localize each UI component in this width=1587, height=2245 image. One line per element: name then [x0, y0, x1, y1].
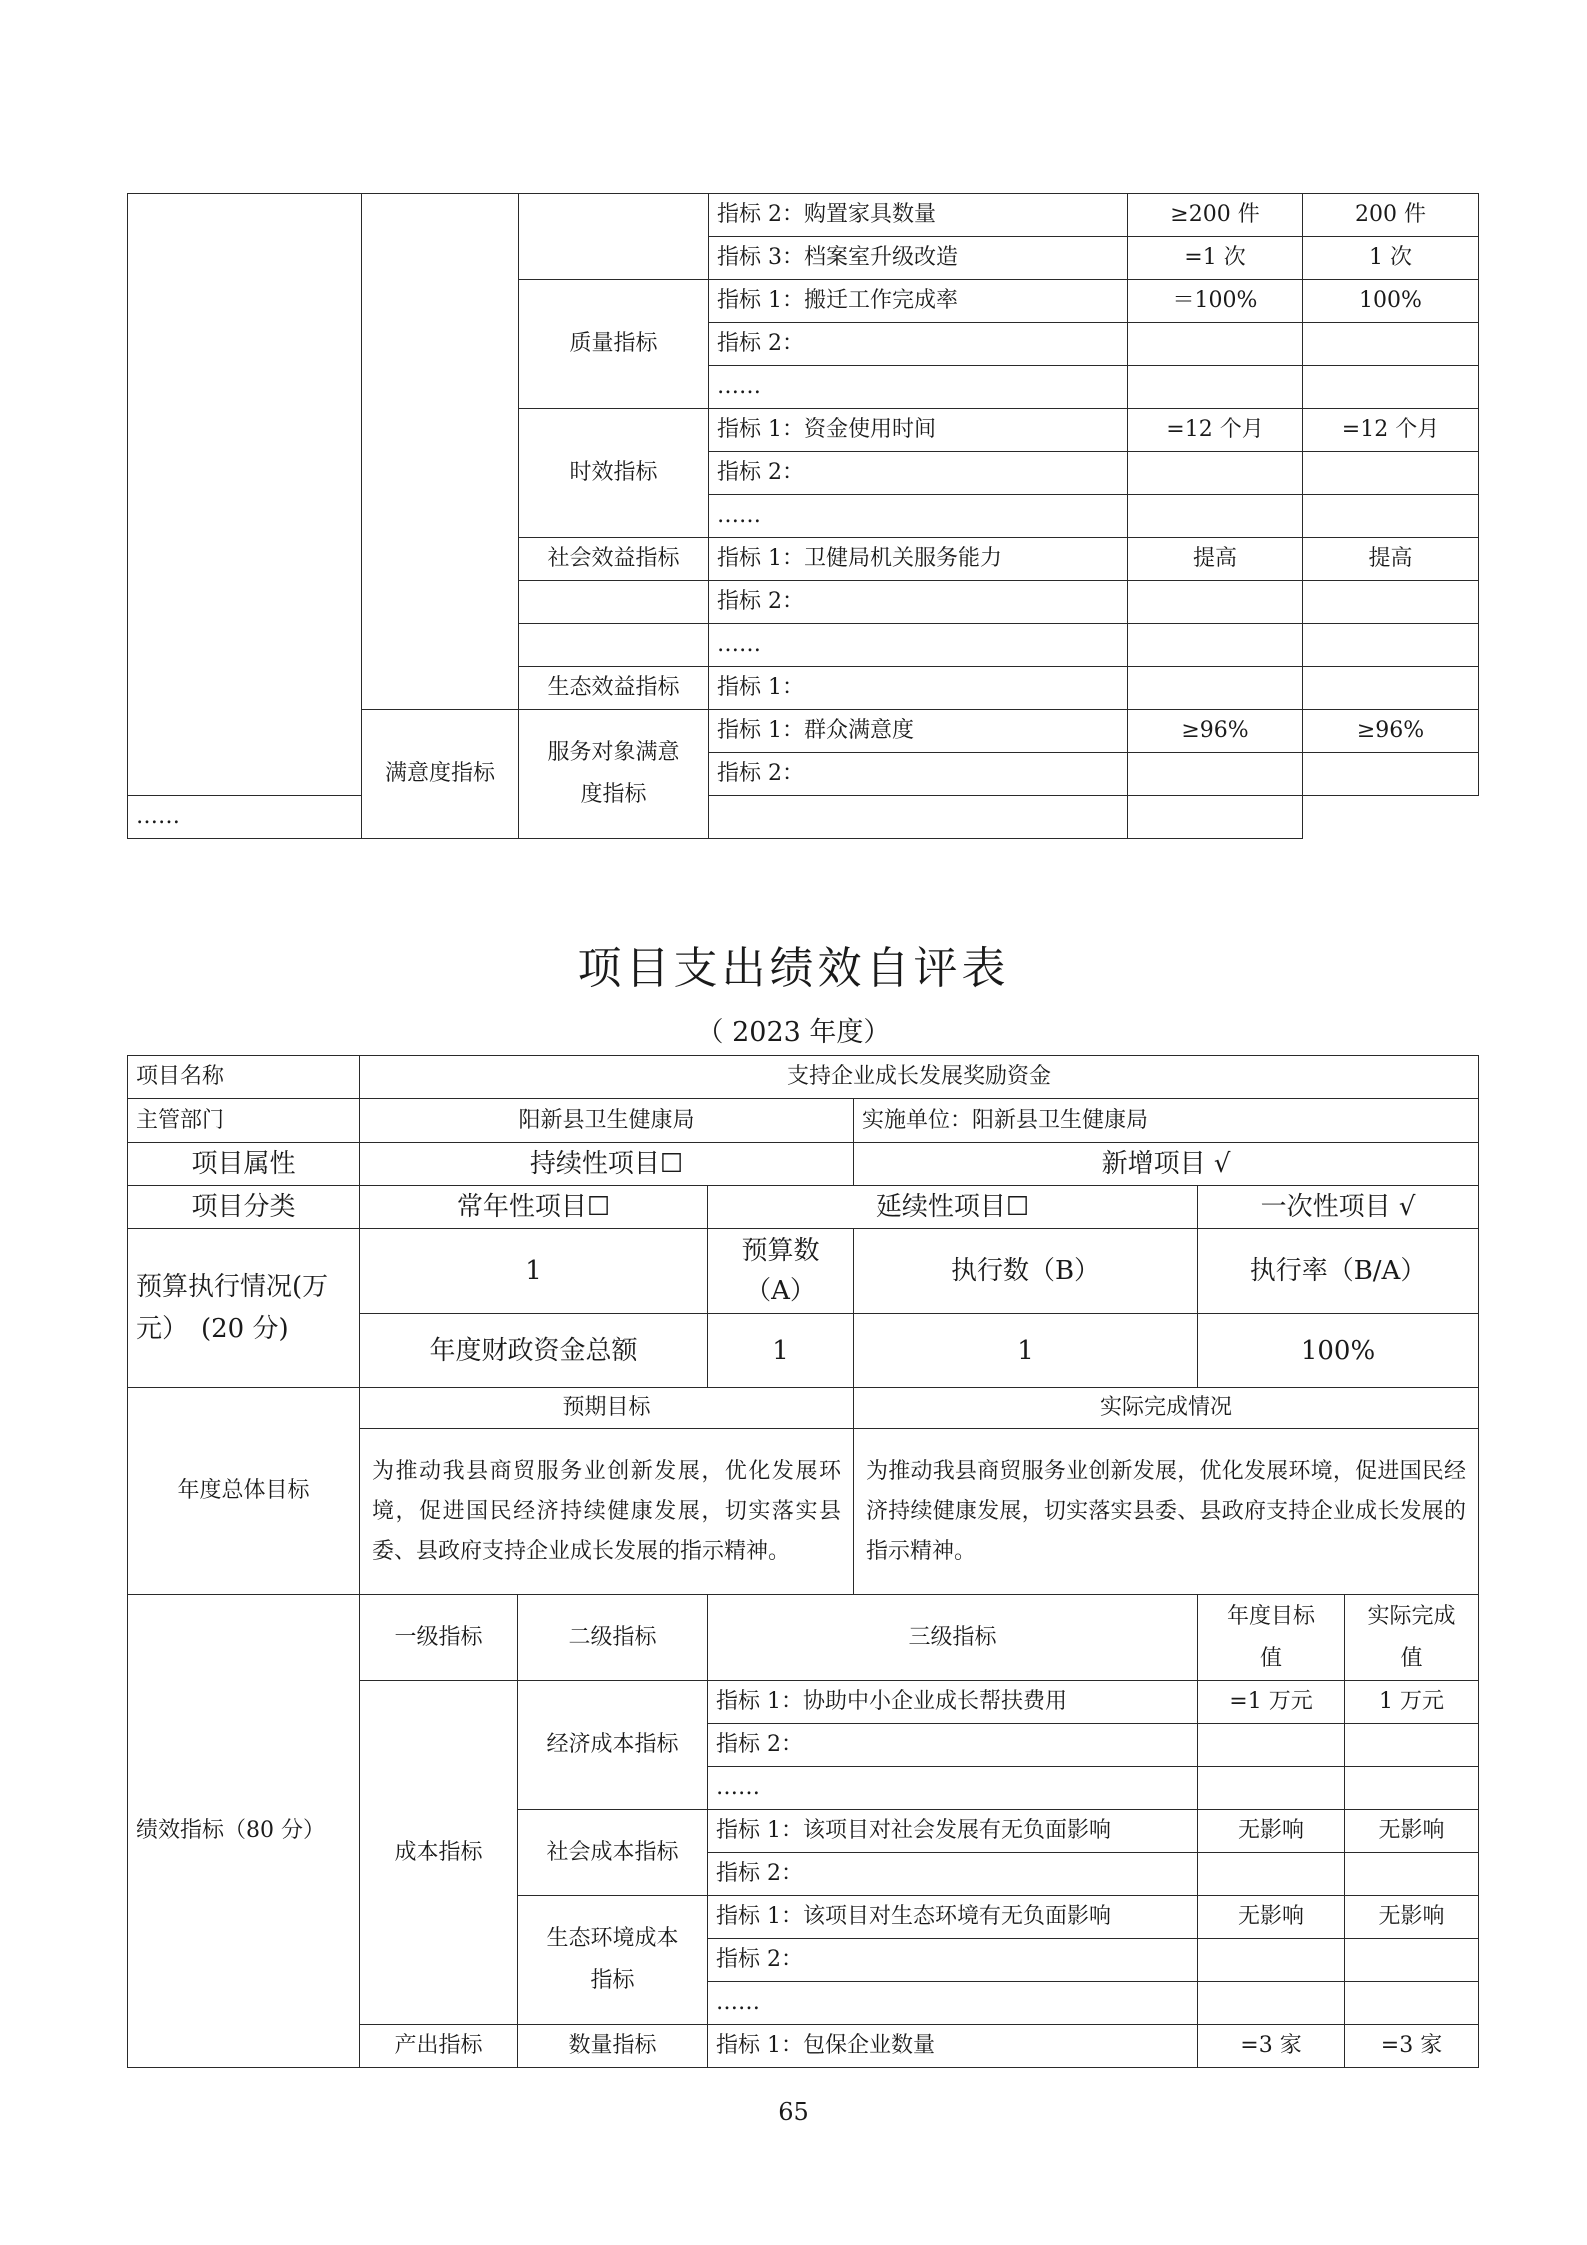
- project-name-label: 项目名称: [128, 1056, 360, 1099]
- indicator-name: 指标 1：该项目对生态环境有无负面影响: [708, 1896, 1198, 1939]
- target-value: [1128, 452, 1303, 495]
- cost-indicator-label: 成本指标: [360, 1681, 518, 2025]
- eco-benefit-label: 生态效益指标: [519, 667, 709, 710]
- class-label: 项目分类: [128, 1186, 360, 1229]
- level1-cell-empty: [128, 194, 362, 796]
- actual-value: [1345, 1853, 1479, 1896]
- budget-header-rate: 执行率（B/A）: [1198, 1229, 1479, 1314]
- actual-value: ≥96%: [1303, 710, 1479, 753]
- indicator-name: 指标 3：档案室升级改造: [709, 237, 1128, 280]
- level2-cell-empty: [519, 581, 709, 624]
- target-value: [1128, 366, 1303, 409]
- target-value: =1 万元: [1198, 1681, 1345, 1724]
- target-value: [1128, 495, 1303, 538]
- budget-rate-value: 100%: [1198, 1314, 1479, 1388]
- attr-new: 新增项目 √: [854, 1143, 1479, 1186]
- indicator-name: 指标 1：搬迁工作完成率: [709, 280, 1128, 323]
- indicator-name: 指标 2：: [709, 581, 1128, 624]
- level2-cell-empty: [519, 624, 709, 667]
- target-value: =3 家: [1198, 2025, 1345, 2068]
- budget-header-b: 执行数（B）: [854, 1229, 1198, 1314]
- target-value: 无影响: [1198, 1896, 1345, 1939]
- indicator-name: ……: [128, 796, 362, 839]
- project-name-value: 支持企业成长发展奖励资金: [360, 1056, 1479, 1099]
- quantity-indicator-label: 数量指标: [518, 2025, 708, 2068]
- indicator-name: ……: [709, 366, 1128, 409]
- indicator-name: 指标 2：: [708, 1853, 1198, 1896]
- expected-goal-header: 预期目标: [360, 1388, 854, 1429]
- indicator-name: 指标 1：协助中小企业成长帮扶费用: [708, 1681, 1198, 1724]
- target-value: [1198, 1853, 1345, 1896]
- performance-indicator-label: 绩效指标（80 分）: [128, 1595, 360, 2068]
- target-value: =12 个月: [1128, 409, 1303, 452]
- attr-continuing: 持续性项目☐: [360, 1143, 854, 1186]
- actual-value: [1128, 796, 1303, 839]
- level1-header: 一级指标: [360, 1595, 518, 1681]
- indicator-name: 指标 2：: [708, 1724, 1198, 1767]
- eco-cost-label: 生态环境成本指标: [518, 1896, 708, 2025]
- actual-value: 提高: [1303, 538, 1479, 581]
- satisfaction-level1-label: 满意度指标: [362, 710, 519, 839]
- budget-a-value: 1: [708, 1314, 854, 1388]
- class-regular: 常年性项目☐: [360, 1186, 708, 1229]
- indicator-name: 指标 2：: [709, 323, 1128, 366]
- class-onetime: 一次性项目 √: [1198, 1186, 1479, 1229]
- budget-label: 预算执行情况(万元） (20 分): [128, 1229, 360, 1388]
- target-value: ＝100%: [1128, 280, 1303, 323]
- actual-value-header: 实际完成值: [1345, 1595, 1479, 1681]
- target-value: 提高: [1128, 538, 1303, 581]
- budget-header-1: 1: [360, 1229, 708, 1314]
- satisfaction-level2-label: 服务对象满意度指标: [519, 710, 709, 839]
- actual-value: [1303, 624, 1479, 667]
- quality-indicator-label: 质量指标: [519, 280, 709, 409]
- target-value: 无影响: [1198, 1810, 1345, 1853]
- indicator-name: ……: [708, 1982, 1198, 2025]
- budget-row-label: 年度财政资金总额: [360, 1314, 708, 1388]
- target-value: ≥200 件: [1128, 194, 1303, 237]
- class-extended: 延续性项目☐: [708, 1186, 1198, 1229]
- indicator-name: 指标 1：包保企业数量: [708, 2025, 1198, 2068]
- indicator-name: 指标 2：: [709, 452, 1128, 495]
- level2-header: 二级指标: [518, 1595, 708, 1681]
- target-value: [709, 796, 1128, 839]
- indicator-name: ……: [709, 495, 1128, 538]
- target-value: [1128, 753, 1303, 796]
- target-value: [1128, 624, 1303, 667]
- actual-value: [1303, 452, 1479, 495]
- page-title: 项目支出绩效自评表: [577, 943, 1010, 994]
- actual-value: [1303, 667, 1479, 710]
- indicator-name: ……: [708, 1767, 1198, 1810]
- actual-completion-header: 实际完成情况: [854, 1388, 1479, 1429]
- target-value: [1198, 1767, 1345, 1810]
- social-cost-label: 社会成本指标: [518, 1810, 708, 1896]
- actual-value: [1345, 1724, 1479, 1767]
- level3-header: 三级指标: [708, 1595, 1198, 1681]
- output-indicator-label: 产出指标: [360, 2025, 518, 2068]
- budget-b-value: 1: [854, 1314, 1198, 1388]
- impl-unit-value: 实施单位：阳新县卫生健康局: [854, 1099, 1479, 1143]
- actual-value: 无影响: [1345, 1810, 1479, 1853]
- dept-label: 主管部门: [128, 1099, 360, 1143]
- actual-value: 1 万元: [1345, 1681, 1479, 1724]
- target-value: [1198, 1982, 1345, 2025]
- indicator-name: 指标 2：: [709, 753, 1128, 796]
- econ-cost-label: 经济成本指标: [518, 1681, 708, 1810]
- actual-value: 无影响: [1345, 1896, 1479, 1939]
- indicator-name: 指标 2：购置家具数量: [709, 194, 1128, 237]
- actual-value: [1345, 1982, 1479, 2025]
- indicator-name: 指标 1：群众满意度: [709, 710, 1128, 753]
- target-value: [1128, 581, 1303, 624]
- target-value: =1 次: [1128, 237, 1303, 280]
- year-subtitle: （ 2023 年度）: [696, 1017, 891, 1048]
- timeliness-indicator-label: 时效指标: [519, 409, 709, 538]
- social-benefit-label: 社会效益指标: [519, 538, 709, 581]
- annual-goal-label: 年度总体目标: [128, 1388, 360, 1595]
- indicator-name: 指标 1：资金使用时间: [709, 409, 1128, 452]
- expected-goal-text: 为推动我县商贸服务业创新发展，优化发展环境，促进国民经济持续健康发展，切实落实县委、县政府支持企业成长发展的指示精神。: [360, 1429, 854, 1595]
- level2-cell-quantity: [519, 194, 709, 280]
- actual-value: 100%: [1303, 280, 1479, 323]
- actual-completion-text: 为推动我县商贸服务业创新发展，优化发展环境，促进国民经济持续健康发展，切实落实县委、县政府支持企业成长发展的指示精神。: [854, 1429, 1479, 1595]
- actual-value: =3 家: [1345, 2025, 1479, 2068]
- continued-indicator-table: [127, 193, 1479, 839]
- target-value: [1198, 1724, 1345, 1767]
- actual-value: =12 个月: [1303, 409, 1479, 452]
- actual-value: [1345, 1767, 1479, 1810]
- indicator-name: 指标 1：: [709, 667, 1128, 710]
- indicator-name: 指标 1：该项目对社会发展有无负面影响: [708, 1810, 1198, 1853]
- target-value-header: 年度目标值: [1198, 1595, 1345, 1681]
- actual-value: [1303, 581, 1479, 624]
- actual-value: [1303, 323, 1479, 366]
- self-evaluation-table: [127, 1055, 1479, 2068]
- target-value: [1128, 323, 1303, 366]
- attr-label: 项目属性: [128, 1143, 360, 1186]
- indicator-name: 指标 1：卫健局机关服务能力: [709, 538, 1128, 581]
- actual-value: [1303, 753, 1479, 796]
- target-value: ≥96%: [1128, 710, 1303, 753]
- actual-value: [1303, 366, 1479, 409]
- actual-value: [1345, 1939, 1479, 1982]
- dept-value: 阳新县卫生健康局: [360, 1099, 854, 1143]
- target-value: [1198, 1939, 1345, 1982]
- level1-cell-output: [362, 194, 519, 710]
- budget-header-a: 预算数（A）: [708, 1229, 854, 1314]
- actual-value: [1303, 495, 1479, 538]
- indicator-name: ……: [709, 624, 1128, 667]
- actual-value: 1 次: [1303, 237, 1479, 280]
- indicator-name: 指标 2：: [708, 1939, 1198, 1982]
- actual-value: 200 件: [1303, 194, 1479, 237]
- target-value: [1128, 667, 1303, 710]
- page-number: 65: [778, 2098, 809, 2126]
